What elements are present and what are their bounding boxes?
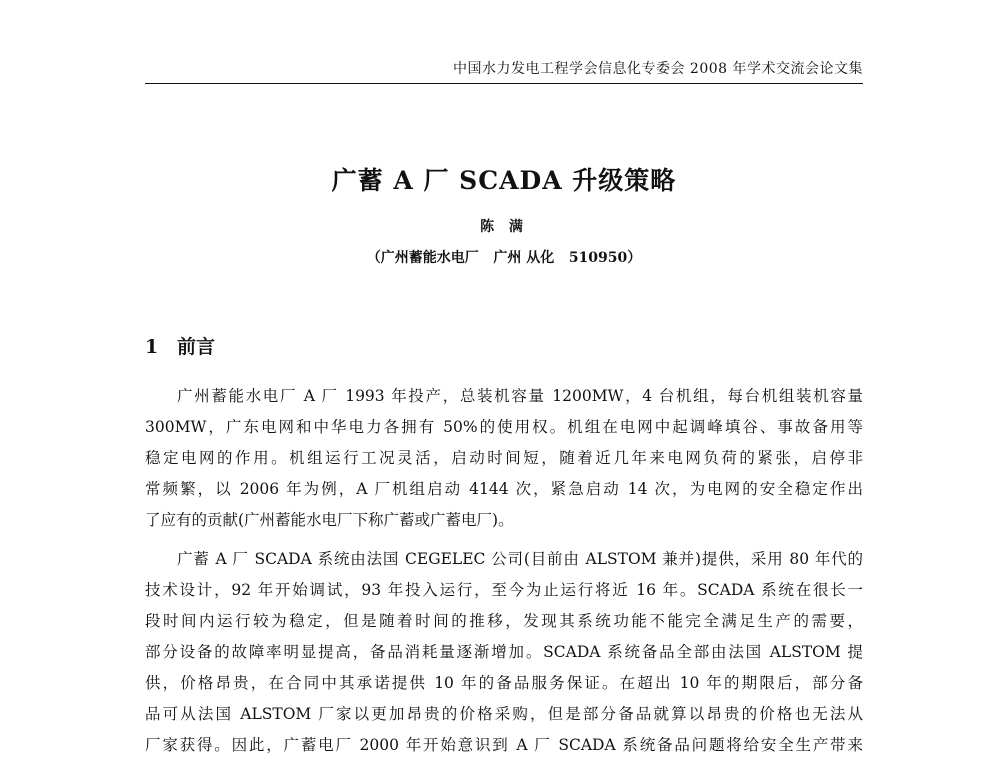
section-number: 1 — [145, 336, 159, 358]
text-line: 段时间内运行较为稳定，但是随着时间的推移，发现其系统功能不能完全满足生产的需要， — [145, 612, 863, 630]
paper-title: 广蓄 A 厂 SCADA 升级策略 — [331, 165, 677, 195]
author-name: 陈 满 — [480, 219, 528, 235]
header-rule — [145, 83, 863, 84]
text-line: 300MW，广东电网和中华电力各拥有 50%的使用权。机组在电网中起调峰填谷、事故备用等 — [145, 418, 863, 436]
text-line: 常频繁，以 2006 年为例，A 厂机组启动 4144 次，紧急启动 14 次，为电网的安全稳定作出 — [145, 480, 863, 498]
text-line: 广州蓄能水电厂 A 厂 1993 年投产，总装机容量 1200MW，4 台机组，每台机组装机容量 — [177, 387, 863, 405]
body-text — [145, 381, 863, 760]
running-header: 中国水力发电工程学会信息化专委会 2008 年学术交流会论文集 — [452, 61, 863, 77]
text-line: 供，价格昂贵，在合同中其承诺提供 10 年的备品服务保证。在超出 10 年的期限后，部分备 — [145, 674, 863, 692]
text-line: 了应有的贡献(广州蓄能水电厂下称广蓄或广蓄电厂)。 — [145, 511, 514, 529]
text-line: 品可从法国 ALSTOM 厂家以更加昂贵的价格采购，但是部分备品就算以昂贵的价格也无法从 — [145, 705, 863, 723]
author-affiliation: （广州蓄能水电厂 广州 从化 510950） — [366, 250, 642, 266]
text-line: 稳定电网的作用。机组运行工况灵活，启动时间短，随着近几年来电网负荷的紧张，启停非 — [145, 449, 863, 467]
paragraph — [145, 381, 863, 536]
text-line: 厂家获得。因此，广蓄电厂 2000 年开始意识到 A 厂 SCADA 系统备品问题将给安全生产带来 — [145, 736, 863, 754]
section-title: 前言 — [177, 336, 216, 358]
section-heading — [145, 333, 215, 361]
text-line: 广蓄 A 厂 SCADA 系统由法国 CEGELEC 公司(目前由 ALSTOM 兼并)提供，采用 80 年代的 — [177, 550, 863, 568]
paragraph — [145, 544, 863, 760]
text-line: 部分设备的故障率明显提高，备品消耗量逐渐增加。SCADA 系统备品全部由法国 ALSTOM 提 — [145, 643, 863, 661]
text-line: 技术设计，92 年开始调试，93 年投入运行，至今为止运行将近 16 年。SCADA 系统在很长一 — [145, 581, 863, 599]
